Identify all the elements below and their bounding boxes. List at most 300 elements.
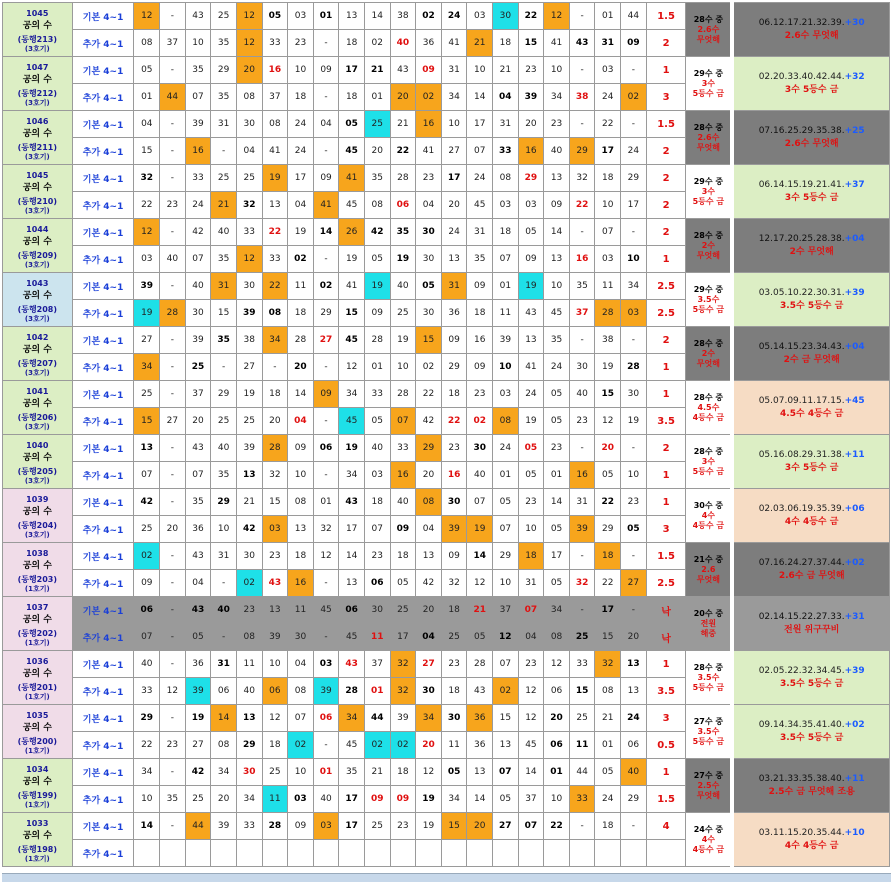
number-cell: 19 bbox=[390, 246, 416, 273]
number-cell: 02 bbox=[236, 570, 262, 597]
number-cell: 19 bbox=[416, 813, 442, 840]
rate-cell: 2.5 bbox=[646, 570, 686, 597]
number-cell: 11 bbox=[288, 597, 314, 624]
winning-numbers-cell bbox=[732, 759, 889, 813]
number-cell: - bbox=[621, 813, 647, 840]
number-cell: - bbox=[160, 651, 186, 678]
number-cell: 03 bbox=[288, 786, 314, 813]
number-cell: 06 bbox=[544, 732, 570, 759]
number-cell: 28 bbox=[160, 300, 186, 327]
number-cell: 19 bbox=[390, 327, 416, 354]
number-cell: 31 bbox=[595, 30, 621, 57]
round-cell bbox=[3, 57, 73, 111]
number-cell: 23 bbox=[364, 543, 390, 570]
number-cell: - bbox=[211, 138, 237, 165]
result-line: 28수 중 bbox=[693, 230, 724, 240]
number-cell: 40 bbox=[390, 273, 416, 300]
number-cell: 15 bbox=[134, 408, 160, 435]
number-cell: 15 bbox=[262, 489, 288, 516]
round-cell bbox=[3, 273, 73, 327]
number-cell: 16 bbox=[441, 462, 467, 489]
number-cell: 30 bbox=[416, 300, 442, 327]
number-cell: 29 bbox=[211, 381, 237, 408]
number-cell: 35 bbox=[211, 327, 237, 354]
number-cell: - bbox=[160, 138, 186, 165]
number-cell: 18 bbox=[595, 543, 621, 570]
series-label: 공의 수 bbox=[22, 506, 52, 517]
table-row bbox=[3, 381, 890, 408]
number-cell: 29 bbox=[313, 300, 339, 327]
number-cell: 10 bbox=[288, 462, 314, 489]
number-cell: 09 bbox=[313, 381, 339, 408]
number-cell: 13 bbox=[493, 732, 519, 759]
number-cell: 21 bbox=[467, 597, 493, 624]
number-cell: 40 bbox=[185, 273, 211, 300]
number-cell: 30 bbox=[441, 705, 467, 732]
number-cell: 32 bbox=[595, 651, 621, 678]
number-cell: 12 bbox=[236, 3, 262, 30]
rate-cell: 1 bbox=[646, 462, 686, 489]
number-cell: 08 bbox=[364, 192, 390, 219]
series-label: 공의 수 bbox=[22, 128, 52, 139]
number-cell: 27 bbox=[134, 327, 160, 354]
number-cell: 19 bbox=[467, 516, 493, 543]
table-row bbox=[3, 327, 890, 354]
number-cell: 19 bbox=[134, 300, 160, 327]
number-cell: 17 bbox=[467, 111, 493, 138]
winning-numbers: 05.14.15.23.34.43.+04 bbox=[758, 341, 865, 352]
result-line: 28수 중 bbox=[693, 662, 724, 672]
number-cell: 37 bbox=[569, 300, 595, 327]
number-cell: 07 bbox=[364, 516, 390, 543]
number-cell bbox=[160, 840, 186, 867]
row-label-base: 기본 4~1 bbox=[72, 273, 134, 300]
number-cell: 24 bbox=[288, 138, 314, 165]
horizontal-scrollbar[interactable] bbox=[2, 873, 891, 882]
number-cell: 15 bbox=[518, 30, 544, 57]
number-cell: 18 bbox=[364, 489, 390, 516]
number-cell: 40 bbox=[211, 597, 237, 624]
round-sub: (동행210) bbox=[17, 196, 58, 206]
number-cell: 05 bbox=[544, 570, 570, 597]
number-cell: 05 bbox=[493, 786, 519, 813]
number-cell: 14 bbox=[544, 489, 570, 516]
row-label-base: 기본 4~1 bbox=[72, 489, 134, 516]
round-sub: (동행211) bbox=[17, 142, 58, 152]
number-cell: 06 bbox=[339, 597, 365, 624]
number-cell: 02 bbox=[416, 3, 442, 30]
round-number: 1040 bbox=[26, 440, 49, 450]
number-cell: 37 bbox=[262, 84, 288, 111]
number-cell: 02 bbox=[288, 246, 314, 273]
number-cell: 43 bbox=[339, 489, 365, 516]
number-cell: 18 bbox=[493, 219, 519, 246]
number-cell: 45 bbox=[518, 732, 544, 759]
number-cell: 39 bbox=[236, 435, 262, 462]
number-cell: 31 bbox=[211, 543, 237, 570]
number-cell: 29 bbox=[621, 786, 647, 813]
number-cell: 07 bbox=[518, 813, 544, 840]
round-number: 1041 bbox=[26, 386, 49, 396]
number-cell: 13 bbox=[441, 246, 467, 273]
rate-cell: 1 bbox=[646, 246, 686, 273]
result-line: 30수 중 bbox=[693, 500, 724, 510]
prize-summary: 3수 5등수 금 bbox=[784, 462, 839, 473]
number-cell: 03 bbox=[313, 813, 339, 840]
number-cell: 34 bbox=[236, 786, 262, 813]
number-cell: 10 bbox=[134, 786, 160, 813]
number-cell: - bbox=[211, 570, 237, 597]
number-cell: 32 bbox=[441, 570, 467, 597]
number-cell: 13 bbox=[339, 570, 365, 597]
number-cell: 01 bbox=[364, 678, 390, 705]
number-cell: 07 bbox=[493, 516, 519, 543]
round-sub: (동행209) bbox=[17, 250, 58, 260]
number-cell: 45 bbox=[339, 408, 365, 435]
number-cell: 42 bbox=[185, 759, 211, 786]
round-cell bbox=[3, 111, 73, 165]
prize-summary: 4수 4등수 금 bbox=[784, 516, 839, 527]
number-cell: 12 bbox=[160, 678, 186, 705]
number-cell: 40 bbox=[211, 219, 237, 246]
number-cell: 30 bbox=[467, 435, 493, 462]
number-cell: 42 bbox=[416, 408, 442, 435]
number-cell: - bbox=[160, 111, 186, 138]
series-label: 공의 수 bbox=[22, 398, 52, 409]
number-cell: 03 bbox=[493, 381, 519, 408]
number-cell: 01 bbox=[313, 3, 339, 30]
number-cell: 34 bbox=[621, 273, 647, 300]
number-cell: - bbox=[621, 57, 647, 84]
number-cell: 41 bbox=[544, 30, 570, 57]
number-cell: 01 bbox=[313, 489, 339, 516]
row-label-extra: 추가 4~1 bbox=[72, 300, 134, 327]
number-cell: 12 bbox=[467, 570, 493, 597]
rate-cell: 1 bbox=[646, 381, 686, 408]
number-cell bbox=[493, 840, 519, 867]
number-cell: 32 bbox=[313, 516, 339, 543]
number-cell: 41 bbox=[416, 138, 442, 165]
number-cell: 17 bbox=[339, 516, 365, 543]
number-cell: 21 bbox=[236, 489, 262, 516]
series-label: 공의 수 bbox=[22, 560, 52, 571]
rate-cell: 3.5 bbox=[646, 408, 686, 435]
number-cell: 23 bbox=[288, 30, 314, 57]
result-cell bbox=[686, 435, 732, 489]
number-cell: 08 bbox=[262, 300, 288, 327]
number-cell: 39 bbox=[211, 813, 237, 840]
number-cell: 05 bbox=[441, 759, 467, 786]
result-line: 27수 중 bbox=[693, 716, 724, 726]
number-cell: 17 bbox=[595, 597, 621, 624]
number-cell: 38 bbox=[390, 3, 416, 30]
row-label-extra: 추가 4~1 bbox=[72, 30, 134, 57]
number-cell: 19 bbox=[262, 165, 288, 192]
number-cell: 06 bbox=[211, 678, 237, 705]
number-cell: 10 bbox=[621, 462, 647, 489]
prize-summary: 2수 무엇해 bbox=[789, 246, 834, 257]
number-cell: 40 bbox=[364, 435, 390, 462]
number-cell: - bbox=[569, 3, 595, 30]
number-cell: 18 bbox=[441, 381, 467, 408]
number-cell: 21 bbox=[595, 705, 621, 732]
number-cell: 08 bbox=[493, 408, 519, 435]
number-cell: 05 bbox=[364, 246, 390, 273]
number-cell: 15 bbox=[339, 300, 365, 327]
number-cell: 37 bbox=[493, 597, 519, 624]
row-label-extra: 추가 4~1 bbox=[72, 624, 134, 651]
number-cell: 09 bbox=[364, 300, 390, 327]
number-cell: 43 bbox=[262, 570, 288, 597]
result-line: 3.5수 bbox=[697, 726, 720, 736]
number-cell: - bbox=[313, 408, 339, 435]
number-cell: 10 bbox=[390, 354, 416, 381]
number-cell: 05 bbox=[364, 408, 390, 435]
number-cell: 23 bbox=[160, 732, 186, 759]
round-sub: (동행203) bbox=[17, 574, 58, 584]
number-cell: 07 bbox=[185, 462, 211, 489]
number-cell: 12 bbox=[313, 543, 339, 570]
row-label-base: 기본 4~1 bbox=[72, 219, 134, 246]
number-cell: 02 bbox=[416, 354, 442, 381]
number-cell: 19 bbox=[518, 273, 544, 300]
number-cell: 31 bbox=[569, 489, 595, 516]
number-cell: 31 bbox=[211, 273, 237, 300]
number-cell: 33 bbox=[236, 219, 262, 246]
number-cell: 12 bbox=[236, 246, 262, 273]
number-cell: 08 bbox=[236, 624, 262, 651]
result-line: 4.5수 bbox=[697, 402, 720, 412]
number-cell: 44 bbox=[185, 813, 211, 840]
prize-summary: 3.5수 5등수 금 bbox=[780, 300, 844, 311]
number-cell: 20 bbox=[416, 462, 442, 489]
number-cell: 28 bbox=[262, 435, 288, 462]
number-cell: 22 bbox=[390, 138, 416, 165]
number-cell: 15 bbox=[416, 327, 442, 354]
number-cell: 23 bbox=[544, 111, 570, 138]
number-cell: 20 bbox=[441, 192, 467, 219]
rate-cell bbox=[646, 840, 686, 867]
number-cell: 23 bbox=[544, 435, 570, 462]
number-cell: 10 bbox=[621, 246, 647, 273]
number-cell: 27 bbox=[185, 732, 211, 759]
number-cell: 19 bbox=[416, 786, 442, 813]
number-cell: 05 bbox=[595, 759, 621, 786]
result-line: 무엇해 bbox=[696, 250, 720, 260]
number-cell: 10 bbox=[544, 57, 570, 84]
number-cell: 34 bbox=[441, 786, 467, 813]
number-cell: - bbox=[160, 57, 186, 84]
result-cell bbox=[686, 327, 732, 381]
number-cell: - bbox=[569, 597, 595, 624]
number-cell: 07 bbox=[134, 624, 160, 651]
result-line: 28수 중 bbox=[693, 338, 724, 348]
round-tail: (3호기) bbox=[24, 206, 50, 215]
row-label-base: 기본 4~1 bbox=[72, 3, 134, 30]
number-cell: 24 bbox=[467, 165, 493, 192]
number-cell: 22 bbox=[595, 111, 621, 138]
number-cell: 13 bbox=[134, 435, 160, 462]
round-cell bbox=[3, 489, 73, 543]
number-cell: 07 bbox=[467, 489, 493, 516]
round-sub: (동행213) bbox=[17, 34, 58, 44]
number-cell: 44 bbox=[569, 759, 595, 786]
number-cell: 16 bbox=[416, 111, 442, 138]
number-cell: 05 bbox=[518, 462, 544, 489]
number-cell: 41 bbox=[518, 354, 544, 381]
number-cell: 16 bbox=[288, 570, 314, 597]
rate-cell: 3 bbox=[646, 705, 686, 732]
number-cell: 27 bbox=[416, 651, 442, 678]
number-cell: 23 bbox=[262, 543, 288, 570]
result-cell bbox=[686, 597, 732, 651]
number-cell: 05 bbox=[544, 516, 570, 543]
number-cell: 16 bbox=[390, 462, 416, 489]
number-cell: 40 bbox=[569, 381, 595, 408]
number-cell: 20 bbox=[211, 786, 237, 813]
rate-cell: 2 bbox=[646, 192, 686, 219]
number-cell: 21 bbox=[364, 57, 390, 84]
number-cell: 27 bbox=[236, 354, 262, 381]
number-cell: 25 bbox=[390, 597, 416, 624]
number-cell: 18 bbox=[339, 84, 365, 111]
result-line: 5등수 금 bbox=[692, 466, 725, 476]
number-cell: 18 bbox=[339, 30, 365, 57]
round-tail: (1호기) bbox=[24, 746, 50, 755]
row-label-extra: 추가 4~1 bbox=[72, 138, 134, 165]
rate-cell: 4 bbox=[646, 813, 686, 840]
number-cell: 39 bbox=[441, 516, 467, 543]
number-cell: 12 bbox=[544, 651, 570, 678]
series-label: 공의 수 bbox=[22, 236, 52, 247]
number-cell: 13 bbox=[339, 3, 365, 30]
number-cell: 04 bbox=[416, 192, 442, 219]
prize-summary: 2수 금 무엇해 bbox=[783, 354, 840, 365]
number-cell: 33 bbox=[364, 381, 390, 408]
number-cell: 09 bbox=[313, 165, 339, 192]
number-cell: 33 bbox=[493, 138, 519, 165]
number-cell: 10 bbox=[595, 192, 621, 219]
row-label-base: 기본 4~1 bbox=[72, 435, 134, 462]
number-cell: 25 bbox=[364, 111, 390, 138]
number-cell: 01 bbox=[364, 354, 390, 381]
number-cell: 14 bbox=[339, 543, 365, 570]
number-cell: 40 bbox=[236, 678, 262, 705]
round-number: 1042 bbox=[26, 332, 49, 342]
number-cell: - bbox=[262, 354, 288, 381]
number-cell: 12 bbox=[493, 624, 519, 651]
number-cell: 06 bbox=[621, 732, 647, 759]
number-cell: 34 bbox=[339, 381, 365, 408]
prize-summary: 2.6수 금 무엇해 bbox=[778, 570, 845, 581]
number-cell: 23 bbox=[518, 489, 544, 516]
number-cell: 03 bbox=[134, 246, 160, 273]
table-row bbox=[3, 111, 890, 138]
number-cell: 14 bbox=[288, 381, 314, 408]
number-cell: 06 bbox=[390, 192, 416, 219]
number-cell: 01 bbox=[595, 3, 621, 30]
number-cell: 11 bbox=[262, 786, 288, 813]
result-cell bbox=[686, 489, 732, 543]
rate-cell: 1.5 bbox=[646, 543, 686, 570]
number-cell: - bbox=[621, 597, 647, 624]
number-cell: 25 bbox=[185, 354, 211, 381]
number-cell: 29 bbox=[441, 354, 467, 381]
number-cell: 18 bbox=[390, 759, 416, 786]
number-cell: 42 bbox=[134, 489, 160, 516]
number-cell: 26 bbox=[339, 219, 365, 246]
round-tail: (3호기) bbox=[24, 98, 50, 107]
number-cell: - bbox=[160, 327, 186, 354]
number-cell: - bbox=[313, 84, 339, 111]
number-cell: 04 bbox=[493, 84, 519, 111]
result-line: 무엇해 bbox=[696, 358, 720, 368]
result-line: 27수 중 bbox=[693, 770, 724, 780]
number-cell: 31 bbox=[441, 57, 467, 84]
number-cell: 20 bbox=[262, 408, 288, 435]
round-cell bbox=[3, 165, 73, 219]
number-cell: 18 bbox=[288, 84, 314, 111]
number-cell: 13 bbox=[262, 597, 288, 624]
winning-numbers-cell bbox=[732, 57, 889, 111]
round-sub: (동행204) bbox=[17, 520, 58, 530]
row-label-extra: 추가 4~1 bbox=[72, 462, 134, 489]
number-cell: 23 bbox=[518, 651, 544, 678]
number-cell: 23 bbox=[569, 408, 595, 435]
number-cell: 07 bbox=[595, 219, 621, 246]
number-cell: 20 bbox=[416, 597, 442, 624]
number-cell: 10 bbox=[262, 651, 288, 678]
number-cell: 40 bbox=[390, 489, 416, 516]
number-cell: 33 bbox=[262, 30, 288, 57]
number-cell: 34 bbox=[441, 84, 467, 111]
round-tail: (3호기) bbox=[24, 368, 50, 377]
row-label-extra: 추가 4~1 bbox=[72, 570, 134, 597]
number-cell: 31 bbox=[441, 273, 467, 300]
number-cell: 18 bbox=[467, 300, 493, 327]
number-cell: 17 bbox=[390, 624, 416, 651]
number-cell: 35 bbox=[160, 786, 186, 813]
number-cell: 18 bbox=[288, 543, 314, 570]
number-cell: 40 bbox=[467, 462, 493, 489]
number-cell: 36 bbox=[185, 651, 211, 678]
rate-cell: 1 bbox=[646, 759, 686, 786]
number-cell: - bbox=[313, 138, 339, 165]
number-cell: - bbox=[313, 624, 339, 651]
rate-cell: 3 bbox=[646, 84, 686, 111]
number-cell: 41 bbox=[441, 30, 467, 57]
number-cell: 33 bbox=[185, 165, 211, 192]
row-label-base: 기본 4~1 bbox=[72, 651, 134, 678]
number-cell: - bbox=[569, 435, 595, 462]
number-cell: 30 bbox=[185, 300, 211, 327]
number-cell: 35 bbox=[211, 462, 237, 489]
number-cell: 15 bbox=[441, 813, 467, 840]
number-cell: 33 bbox=[390, 435, 416, 462]
prize-summary: 4.5수 4등수 금 bbox=[780, 408, 844, 419]
number-cell: 28 bbox=[621, 354, 647, 381]
number-cell: 43 bbox=[185, 543, 211, 570]
number-cell: 22 bbox=[595, 489, 621, 516]
winning-numbers: 03.11.15.20.35.44.+10 bbox=[758, 827, 865, 838]
number-cell: 11 bbox=[236, 651, 262, 678]
result-cell bbox=[686, 705, 732, 759]
draw-analysis-table bbox=[2, 2, 890, 867]
number-cell: 32 bbox=[134, 165, 160, 192]
result-line: 29수 중 bbox=[693, 68, 724, 78]
result-line: 29수 중 bbox=[693, 176, 724, 186]
number-cell: 34 bbox=[339, 462, 365, 489]
